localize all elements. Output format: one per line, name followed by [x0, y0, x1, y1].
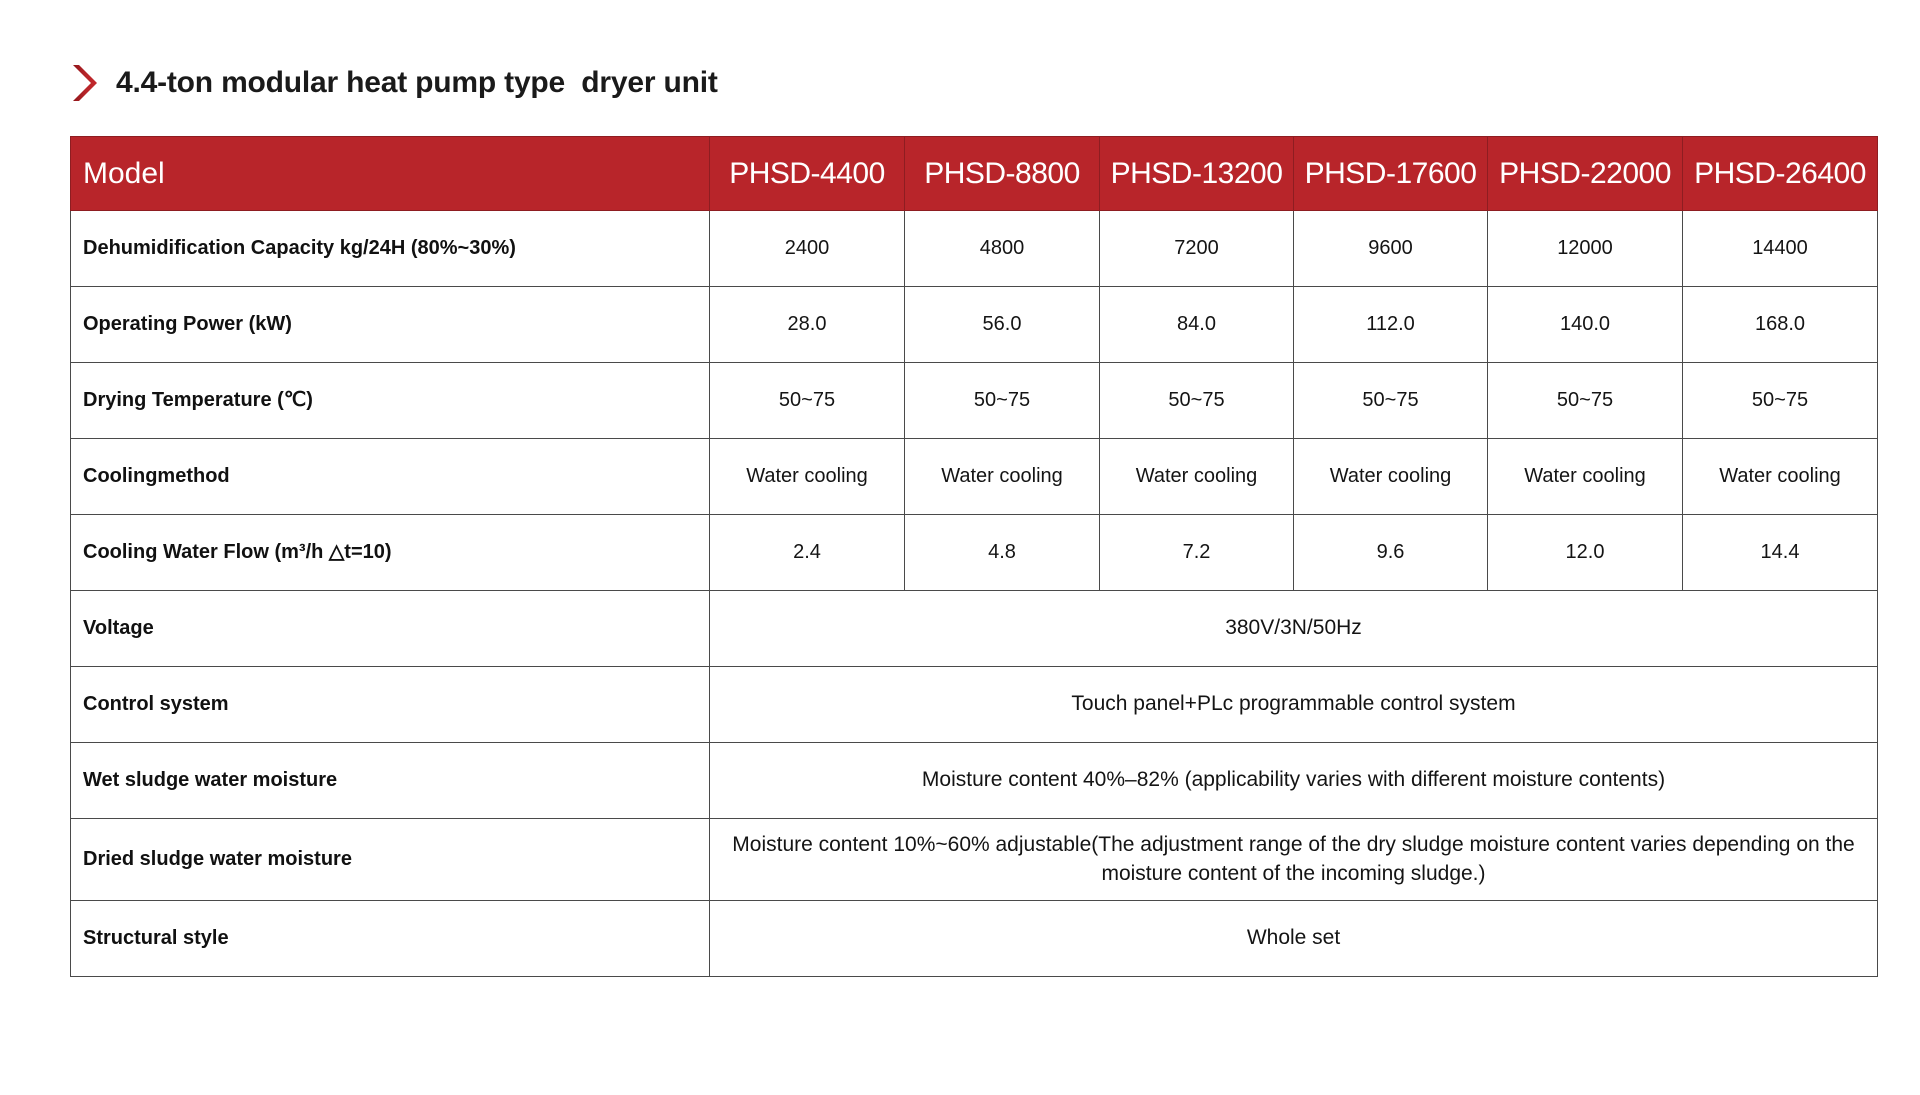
cell-cooling-method-13200: Water cooling — [1100, 439, 1294, 515]
cell-operating-power-4400: 28.0 — [710, 287, 905, 363]
cell-operating-power-13200: 84.0 — [1100, 287, 1294, 363]
table-header-row — [71, 137, 1878, 211]
table-row — [71, 211, 1878, 287]
cell-drying-temperature-26400: 50~75 — [1683, 363, 1878, 439]
table-row — [71, 515, 1878, 591]
row-label-wet-sludge-water-moisture: Wet sludge water moisture — [71, 743, 710, 819]
table-row — [71, 287, 1878, 363]
table-row — [71, 667, 1878, 743]
table-row — [71, 743, 1878, 819]
cell-operating-power-8800: 56.0 — [905, 287, 1100, 363]
cell-dehumidification-capacity-8800: 4800 — [905, 211, 1100, 287]
cell-cooling-method-26400: Water cooling — [1683, 439, 1878, 515]
table-row — [71, 901, 1878, 977]
cell-cooling-method-4400: Water cooling — [710, 439, 905, 515]
column-header-phsd-26400: PHSD-26400 — [1683, 137, 1878, 211]
table-row — [71, 591, 1878, 667]
table-row — [71, 439, 1878, 515]
page-title-text: 4.4-ton modular heat pump type dryer unit — [116, 66, 718, 99]
column-header-phsd-17600: PHSD-17600 — [1294, 137, 1488, 211]
cell-dehumidification-capacity-22000: 12000 — [1488, 211, 1683, 287]
row-label-structural-style: Structural style — [71, 901, 710, 977]
cell-cooling-water-flow-4400: 2.4 — [710, 515, 905, 591]
cell-cooling-method-22000: Water cooling — [1488, 439, 1683, 515]
row-label-cooling-method: Coolingmethod — [71, 439, 710, 515]
cell-cooling-method-17600: Water cooling — [1294, 439, 1488, 515]
row-label-dried-sludge-water-moisture: Dried sludge water moisture — [71, 819, 710, 901]
row-label-dehumidification-capacity: Dehumidification Capacity kg/24H (80%~30%) — [71, 211, 710, 287]
cell-control-system-value: Touch panel+PLc programmable control system — [710, 667, 1878, 743]
column-header-phsd-13200: PHSD-13200 — [1100, 137, 1294, 211]
table-body — [71, 211, 1878, 977]
cell-structural-style-value: Whole set — [710, 901, 1878, 977]
table-row — [71, 819, 1878, 901]
cell-drying-temperature-22000: 50~75 — [1488, 363, 1683, 439]
column-header-phsd-22000: PHSD-22000 — [1488, 137, 1683, 211]
row-label-voltage: Voltage — [71, 591, 710, 667]
cell-cooling-water-flow-26400: 14.4 — [1683, 515, 1878, 591]
column-header-phsd-4400: PHSD-4400 — [710, 137, 905, 211]
specification-table — [70, 136, 1878, 977]
cell-dehumidification-capacity-4400: 2400 — [710, 211, 905, 287]
cell-cooling-water-flow-17600: 9.6 — [1294, 515, 1488, 591]
cell-operating-power-22000: 140.0 — [1488, 287, 1683, 363]
cell-cooling-water-flow-22000: 12.0 — [1488, 515, 1683, 591]
column-header-model: Model — [71, 137, 710, 211]
cell-cooling-water-flow-13200: 7.2 — [1100, 515, 1294, 591]
cell-drying-temperature-4400: 50~75 — [710, 363, 905, 439]
page-title — [70, 60, 718, 106]
cell-dehumidification-capacity-13200: 7200 — [1100, 211, 1294, 287]
cell-operating-power-26400: 168.0 — [1683, 287, 1878, 363]
table-header — [71, 137, 1878, 211]
row-label-cooling-water-flow: Cooling Water Flow (m³/h △t=10) — [71, 515, 710, 591]
row-label-control-system: Control system — [71, 667, 710, 743]
table-row — [71, 363, 1878, 439]
cell-voltage-value: 380V/3N/50Hz — [710, 591, 1878, 667]
row-label-operating-power: Operating Power (kW) — [71, 287, 710, 363]
cell-wet-sludge-water-moisture-value: Moisture content 40%–82% (applicability varies with different moisture contents) — [710, 743, 1878, 819]
cell-cooling-water-flow-8800: 4.8 — [905, 515, 1100, 591]
cell-drying-temperature-17600: 50~75 — [1294, 363, 1488, 439]
cell-drying-temperature-13200: 50~75 — [1100, 363, 1294, 439]
cell-dehumidification-capacity-17600: 9600 — [1294, 211, 1488, 287]
row-label-drying-temperature: Drying Temperature (℃) — [71, 363, 710, 439]
chevron-right-icon — [70, 63, 100, 103]
cell-drying-temperature-8800: 50~75 — [905, 363, 1100, 439]
cell-cooling-method-8800: Water cooling — [905, 439, 1100, 515]
cell-dried-sludge-water-moisture-value: Moisture content 10%~60% adjustable(The adjustment range of the dry sludge moisture content varies depending on the moisture content of the incoming sludge.) — [710, 819, 1878, 901]
cell-dehumidification-capacity-26400: 14400 — [1683, 211, 1878, 287]
column-header-phsd-8800: PHSD-8800 — [905, 137, 1100, 211]
cell-operating-power-17600: 112.0 — [1294, 287, 1488, 363]
